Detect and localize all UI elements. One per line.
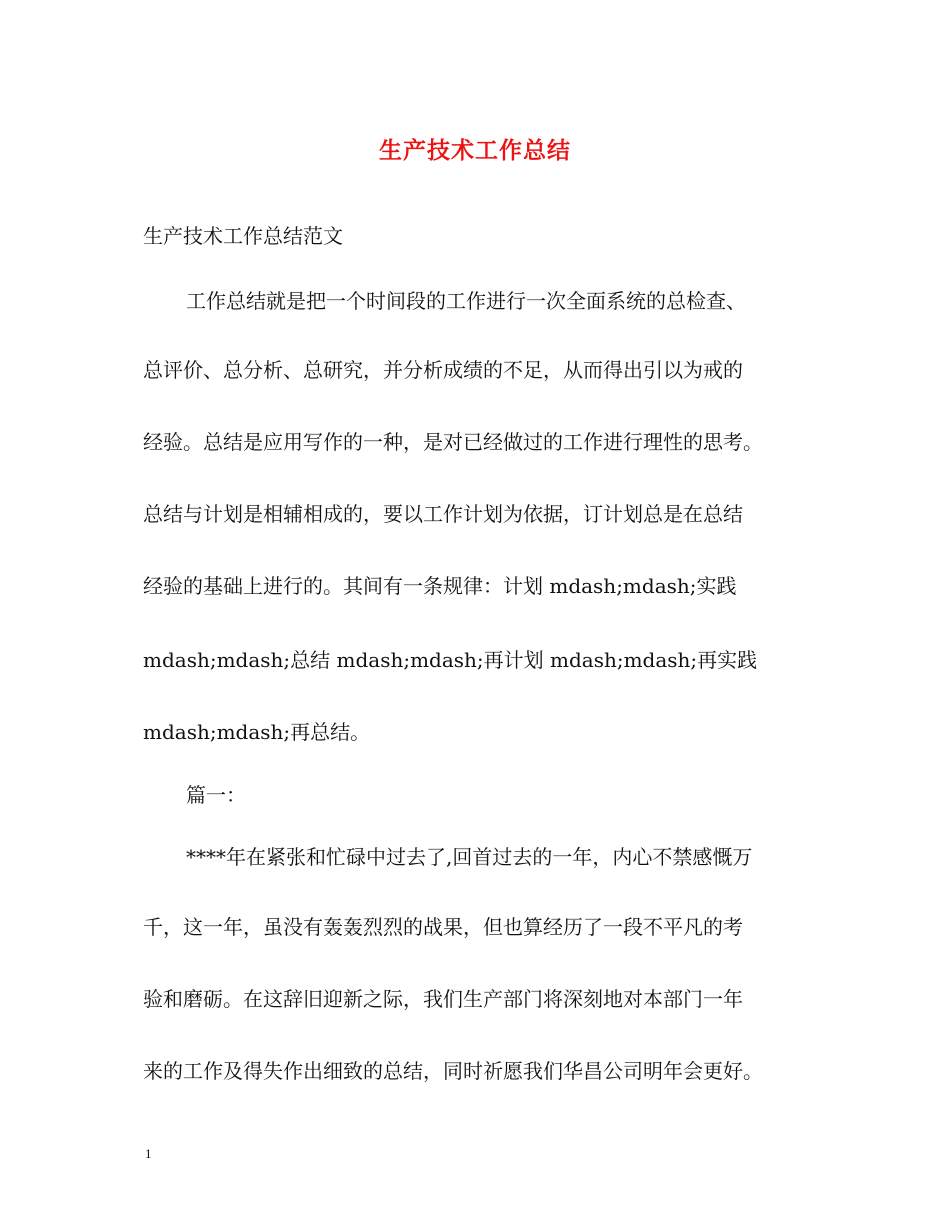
paragraph-line: mdash;mdash;总结 mdash;mdash;再计划 mdash;mdash;再实践 [143,648,758,672]
page-number: 1 [145,1146,152,1161]
paragraph-line: 总结与计划是相辅相成的，要以工作计划为依据，订计划总是在总结 [143,502,743,526]
paragraph-line: 总评价、总分析、总研究，并分析成绩的不足，从而得出引以为戒的 [143,358,743,382]
paragraph-line: 经验。总结是应用写作的一种，是对已经做过的工作进行理性的思考。 [143,430,763,454]
paragraph-line: 来的工作及得失作出细致的总结，同时祈愿我们华昌公司明年会更好。 [143,1059,763,1083]
section-heading: 篇一： [186,783,246,807]
document-title: 生产技术工作总结 [379,137,571,164]
paragraph-line: mdash;mdash;再总结。 [143,720,371,744]
paragraph-line: ****年在紧张和忙碌中过去了,回首过去的一年，内心不禁感慨万 [186,845,753,869]
paragraph-line: 千，这一年，虽没有轰轰烈烈的战果，但也算经历了一段不平凡的考 [143,915,743,939]
paragraph-line: 验和磨砺。在这辞旧迎新之际，我们生产部门将深刻地对本部门一年 [143,987,743,1011]
paragraph-line: 工作总结就是把一个时间段的工作进行一次全面系统的总检查、 [186,289,746,313]
paragraph-line: 经验的基础上进行的。其间有一条规律：计划 mdash;mdash;实践 [143,574,737,598]
document-subtitle: 生产技术工作总结范文 [143,224,343,248]
